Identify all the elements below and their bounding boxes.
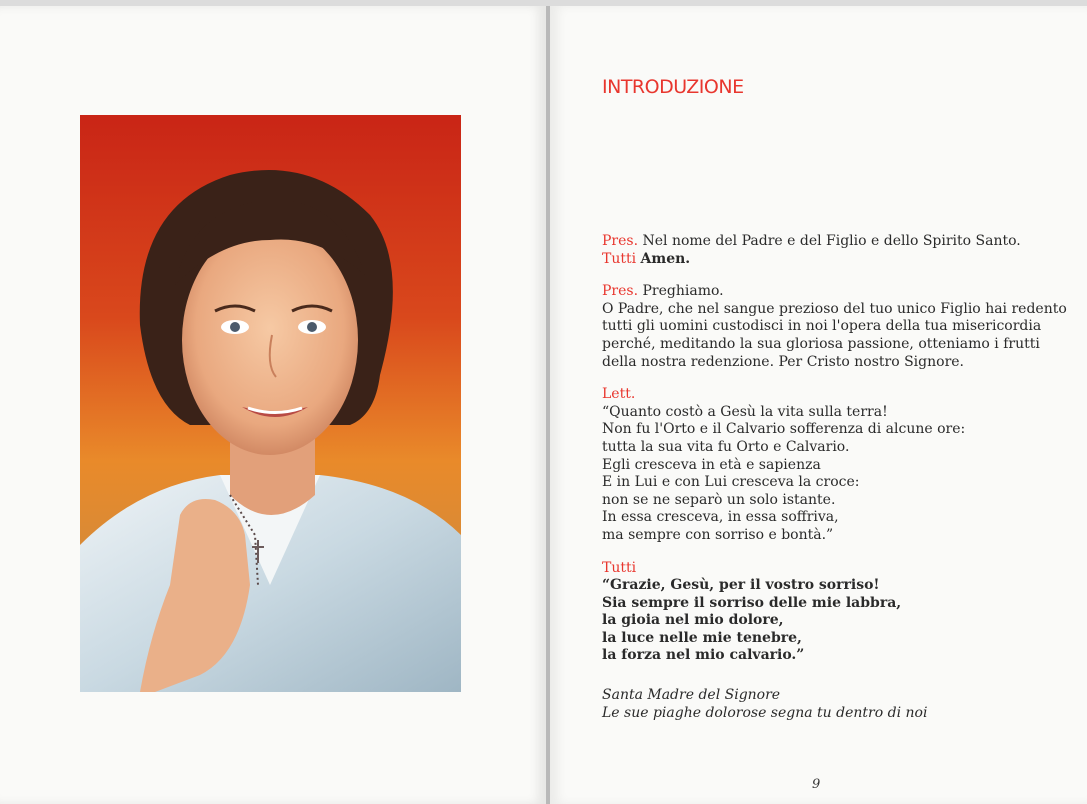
left-page: [0, 6, 546, 804]
line: In essa cresceva, in essa soffriva,: [602, 509, 839, 526]
line: la forza nel mio calvario.”: [602, 647, 805, 664]
line: ma sempre con sorriso e bontà.”: [602, 526, 834, 543]
line: perché, meditando la sua gloriosa passione, otteniamo i frutti: [602, 335, 1040, 352]
page-number: 9: [812, 777, 821, 792]
speaker-label: Lett.: [602, 386, 636, 403]
response-block: [602, 560, 1042, 666]
left-iris: [230, 322, 240, 332]
line: Non fu l'Orto e il Calvario sofferenza di alcune ore:: [602, 421, 966, 438]
text: Nel nome del Padre e del Figlio e dello Spirito Santo.: [642, 233, 1021, 249]
line: Sia sempre il sorriso delle mie labbra,: [602, 594, 902, 611]
face: [182, 225, 358, 455]
section-heading: INTRODUZIONE: [602, 76, 744, 98]
prayer-block: [602, 283, 1067, 371]
line: la gioia nel mio dolore,: [602, 612, 784, 629]
line: tutta la sua vita fu Orto e Calvario.: [602, 438, 850, 455]
line: Egli cresceva in età e sapienza: [602, 456, 821, 473]
portrait-illustration: [80, 115, 461, 692]
reading-block: [602, 386, 1042, 544]
opening-block: [602, 233, 1042, 268]
speaker-label: Tutti: [602, 250, 637, 267]
line: [602, 283, 1042, 301]
speaker-label: Tutti: [602, 559, 637, 576]
line: [602, 233, 1042, 251]
line: tutti gli uomini custodisci in noi l'opera della tua misericordia: [602, 318, 1042, 335]
text: Amen.: [640, 250, 691, 267]
speaker-label: Pres.: [602, 283, 639, 300]
line: Santa Madre del Signore: [602, 687, 781, 704]
text: Preghiamo.: [642, 283, 724, 300]
line: Le sue piaghe dolorose segna tu dentro di noi: [602, 704, 928, 721]
portrait-image: [80, 115, 461, 692]
hymn-block: [602, 687, 1042, 722]
prayer-text: [602, 233, 1067, 737]
speaker-label: Pres.: [602, 233, 639, 249]
line: O Padre, che nel sangue prezioso del tuo unico Figlio hai redento: [602, 300, 1067, 317]
line: non se ne separò un solo istante.: [602, 491, 836, 508]
line: della nostra redenzione. Per Cristo nostro Signore.: [602, 353, 964, 370]
line: E in Lui e con Lui cresceva la croce:: [602, 474, 860, 491]
line: la luce nelle mie tenebre,: [602, 629, 802, 646]
line: “Grazie, Gesù, per il vostro sorriso!: [602, 577, 880, 594]
line: [602, 251, 1042, 269]
line: “Quanto costò a Gesù la vita sulla terra!: [602, 403, 888, 420]
right-iris: [307, 322, 317, 332]
